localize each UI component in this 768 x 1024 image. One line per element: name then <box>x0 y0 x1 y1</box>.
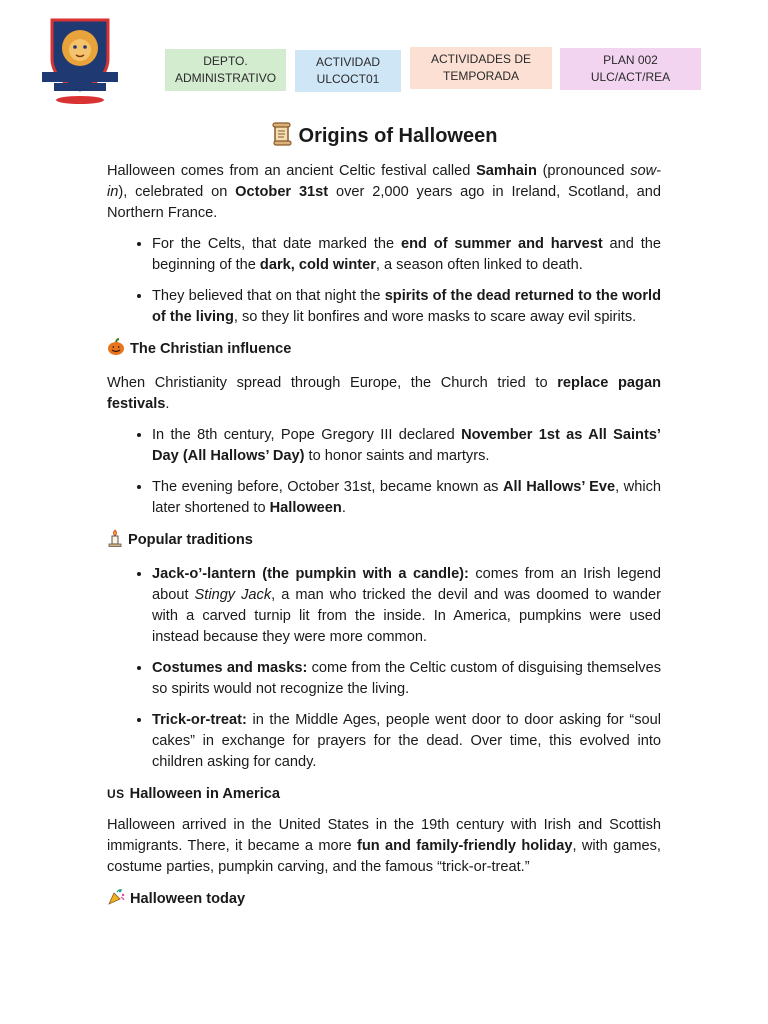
header-box-line: DEPTO. <box>203 54 248 68</box>
text: in the Middle Ages, people went door to door asking for “soul cakes” in exchange for prayers for the dead. Over time, this evolved into children asking for candy. <box>152 712 661 770</box>
list-item <box>152 234 661 276</box>
list-item <box>152 564 661 648</box>
pumpkin-icon <box>107 338 125 363</box>
header-box-line: TEMPORADA <box>442 69 519 83</box>
section-heading-today <box>107 888 661 913</box>
page-title <box>0 122 768 152</box>
list-item <box>152 710 661 773</box>
text: When Christianity spread through Europe, the Church tried to <box>107 375 558 391</box>
section-heading-text: Popular traditions <box>128 532 253 548</box>
section-heading-text: Halloween in America <box>129 786 280 802</box>
page-title-text: Origins of Halloween <box>298 125 498 147</box>
text: , so they lit bonfires and wore masks to scare away evil spirits. <box>233 309 637 325</box>
header-box-line: ULCOCT01 <box>316 72 380 86</box>
header-box-plan <box>560 48 701 90</box>
list-item <box>152 425 661 467</box>
scroll-icon <box>271 122 293 152</box>
bold-text: spirits of the dead returned to the world of the living <box>152 288 661 325</box>
text: Halloween comes from an ancient Celtic festival called <box>107 163 477 179</box>
text: and the beginning of the <box>152 236 661 273</box>
text: Halloween arrived in the United States in the 19th century with Irish and Scottish immigrants. There, it became a more <box>107 817 661 854</box>
school-logo <box>40 14 120 108</box>
bold-text: Costumes and masks: <box>152 660 308 676</box>
section-heading-christian <box>107 338 661 363</box>
bold-text: fun and family-friendly holiday <box>356 838 573 854</box>
section-heading-america <box>107 783 661 805</box>
list-item <box>152 658 661 700</box>
text: (pronounced <box>536 163 631 179</box>
intro-paragraph <box>107 161 661 224</box>
celts-list <box>107 234 661 328</box>
text: , which later shortened to <box>152 479 661 516</box>
text: , with games, costume parties, pumpkin carving, and the famous “trick-or-treat.” <box>107 838 661 875</box>
italic-text: Stingy Jack <box>194 587 272 603</box>
text: . <box>341 500 346 516</box>
bold-text: Jack-o’-lantern (the pumpkin with a candle): <box>152 566 469 582</box>
us-flag-icon: US <box>107 787 125 801</box>
bold-text: All Hallows’ Eve <box>503 479 616 495</box>
header-box-department <box>165 49 286 91</box>
text: come from the Celtic custom of disguising themselves so spirits would not recognize the living. <box>152 660 661 697</box>
bold-text: end of summer and harvest <box>401 236 603 252</box>
section-heading-text: Halloween today <box>130 891 246 907</box>
text: ), celebrated on <box>118 184 236 200</box>
bold-text: Halloween <box>269 500 342 516</box>
bold-text: dark, cold winter <box>259 257 376 273</box>
text: over 2,000 years ago in Ireland, Scotland, and Northern France. <box>107 184 661 221</box>
header-box-line: ADMINISTRATIVO <box>174 71 277 85</box>
header-box-activity <box>295 50 401 92</box>
section-heading-text: The Christian influence <box>130 341 292 357</box>
header-box-season-activities <box>410 47 552 89</box>
text: . <box>165 396 170 412</box>
text: to honor saints and martyrs. <box>304 448 490 464</box>
text: comes from an Irish legend about <box>152 566 661 603</box>
christian-paragraph <box>107 373 661 415</box>
document-body <box>107 161 661 923</box>
text: For the Celts, that date marked the <box>152 236 401 252</box>
bold-text: November 1st as All Saints’ Day (All Hallows’ Day) <box>152 427 661 464</box>
header-box-line: ACTIVIDADES DE <box>430 52 532 66</box>
header-box-line: ULC/ACT/REA <box>590 70 671 84</box>
bold-text: Trick-or-treat: <box>152 712 247 728</box>
section-heading-traditions <box>107 529 661 554</box>
text: , a season often linked to death. <box>375 257 583 273</box>
traditions-list <box>107 564 661 773</box>
text: The evening before, October 31st, became known as <box>152 479 504 495</box>
bold-text: Samhain <box>476 163 537 179</box>
text: In the 8th century, Pope Gregory III declared <box>152 427 462 443</box>
header-box-line: PLAN 002 <box>603 53 658 67</box>
text: They believed that on that night the <box>152 288 385 304</box>
america-paragraph <box>107 815 661 878</box>
bold-text: replace pagan festivals <box>107 375 661 412</box>
list-item <box>152 286 661 328</box>
bold-text: October 31st <box>235 184 329 200</box>
list-item <box>152 477 661 519</box>
party-popper-icon <box>107 888 125 913</box>
text: , a man who tricked the devil and was doomed to wander with a carved turnip lit from the inside. In America, pumpkins were used instead because they were more common. <box>152 587 662 645</box>
candle-icon <box>107 529 123 554</box>
header-box-line: ACTIVIDAD <box>315 55 380 69</box>
christian-list <box>107 425 661 519</box>
italic-text: sow-in <box>107 163 662 200</box>
